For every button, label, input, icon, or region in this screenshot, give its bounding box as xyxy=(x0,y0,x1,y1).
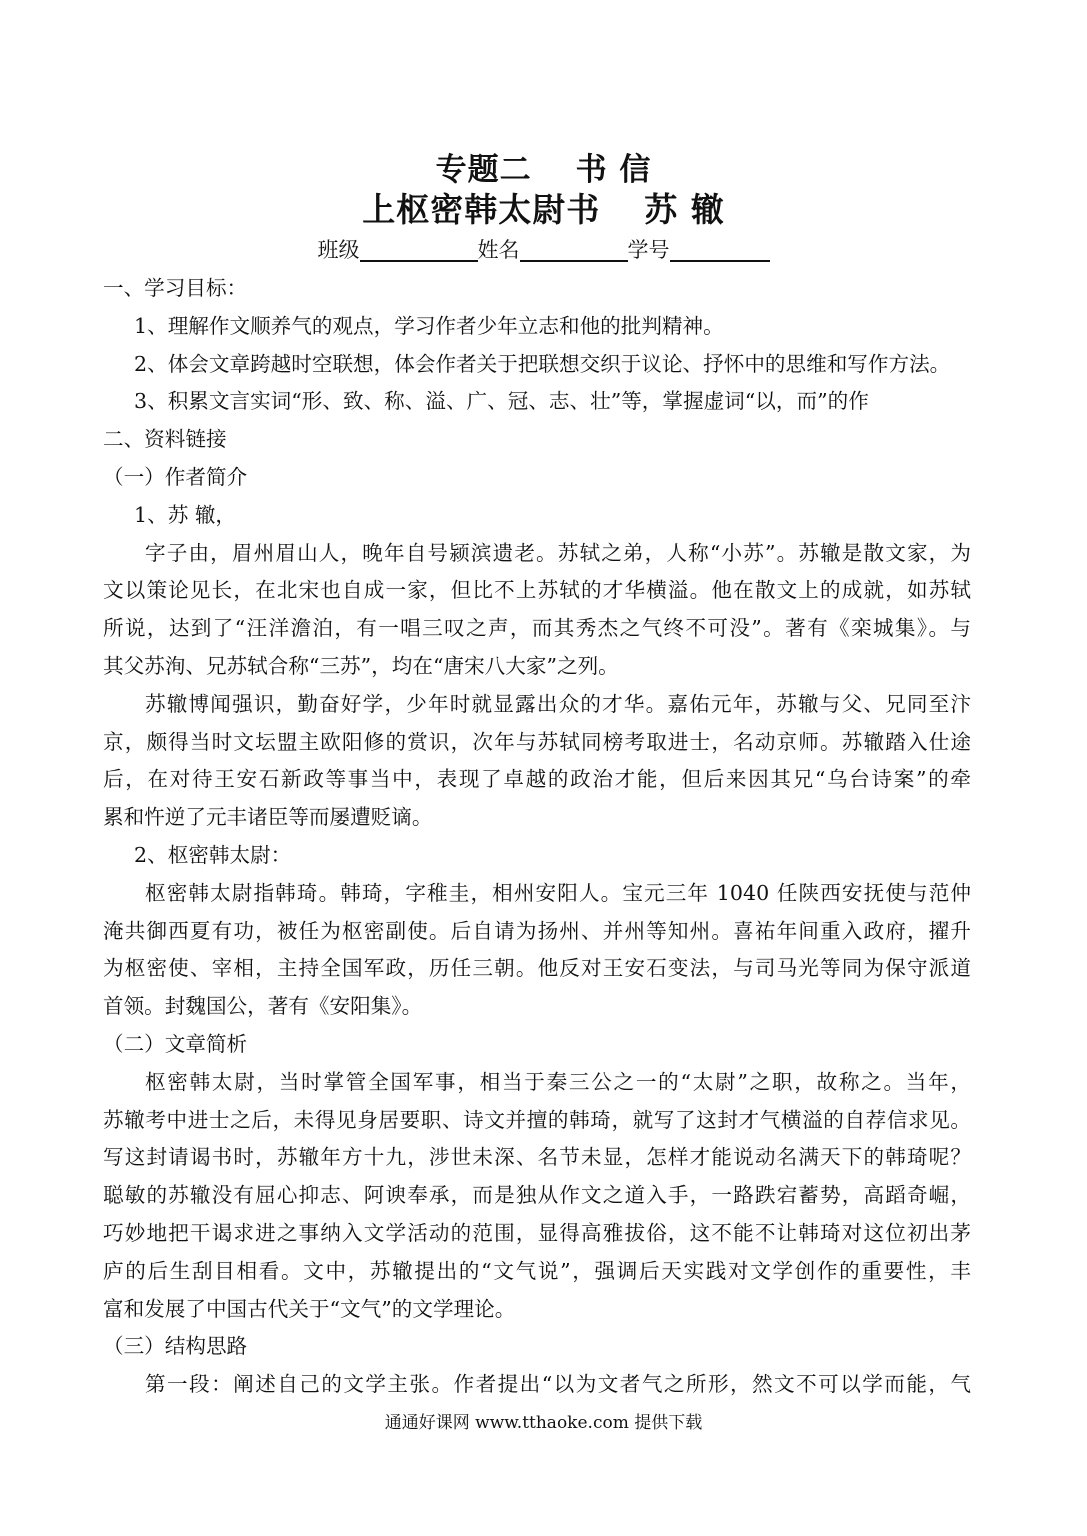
paragraph-line: 苏辙考中进士之后，未得见身居要职、诗文并擅的韩琦，就写了这封才气横溢的自荐信求见。 xyxy=(103,1107,971,1132)
name-label: 姓名 xyxy=(477,238,520,262)
paragraph-line: 所说，达到了“汪洋澹泊，有一唱三叹之声，而其秀杰之气终不可没”。著有《栾城集》。与 xyxy=(103,616,971,641)
goal-item: 1、理解作文顺养气的观点，学习作者少年立志和他的批判精神。 xyxy=(134,313,724,338)
analysis-heading: （二）文章简析 xyxy=(103,1031,248,1056)
page-title xyxy=(0,184,1087,231)
structure-heading: （三）结构思路 xyxy=(103,1334,248,1359)
goal-item: 2、体会文章跨越时空联想，体会作者关于把联想交织于议论、抒怀中的思维和写作方法。 xyxy=(134,351,951,376)
footer-source: 通通好课网 www.tthaoke.com 提供下载 xyxy=(384,1413,703,1433)
paragraph-line: 为枢密使、宰相，主持全国军政，历任三朝。他反对王安石变法，与司马光等同为保守派道 xyxy=(103,956,971,981)
han-item-heading: 2、枢密韩太尉： xyxy=(134,842,292,867)
paragraph-line: 首领。封魏国公，著有《安阳集》。 xyxy=(103,994,423,1019)
paragraph-line: 京，颇得当时文坛盟主欧阳修的赏识，次年与苏轼同榜考取进士，名动京师。苏辙踏入仕途 xyxy=(103,729,971,754)
paragraph-line: 枢密韩太尉指韩琦。韩琦，字稚圭，相州安阳人。宝元三年 1040 任陕西安抚使与范仲 xyxy=(145,880,971,905)
goal-item: 3、积累文言实词“形、致、称、溢、广、冠、志、壮”等，掌握虚词“以，而”的作 xyxy=(134,389,869,414)
title-text: 上枢密韩太尉书 xyxy=(362,190,601,229)
paragraph-line: 巧妙地把干谒求进之事纳入文学活动的范围，显得高雅拔俗，这不能不让韩琦对这位初出茅 xyxy=(103,1220,971,1245)
author-name: 苏 辙 xyxy=(644,190,725,229)
paragraph-line: 累和忤逆了元丰诸臣等而屡遭贬谪。 xyxy=(103,805,433,830)
author-intro-heading: （一）作者简介 xyxy=(103,464,248,489)
id-blank[interactable] xyxy=(670,238,770,262)
document-body xyxy=(103,270,971,1404)
paragraph-line: 第一段：阐述自己的文学主张。作者提出“以为文者气之所形，然文不可以学而能，气 xyxy=(145,1372,971,1397)
paragraph-line: 文以策论见长，在北宋也自成一家，但比不上苏轼的才华横溢。他在散文上的成就，如苏轼 xyxy=(103,578,971,603)
paragraph-line: 后，在对待王安石新政等事当中，表现了卓越的政治才能，但后来因其兄“乌台诗案”的牵 xyxy=(103,767,971,792)
paragraph-line: 苏辙博闻强识，勤奋好学，少年时就显露出众的才华。嘉佑元年，苏辙与父、兄同至汴 xyxy=(145,691,971,716)
paragraph-line: 聪敏的苏辙没有屈心抑志、阿谀奉承，而是独从作文之道入手，一路跌宕蓄势，高蹈奇崛， xyxy=(103,1183,971,1208)
author-item-heading: 1、苏 辙， xyxy=(134,502,237,527)
class-label: 班级 xyxy=(317,238,360,262)
id-label: 学号 xyxy=(627,238,670,262)
paragraph-line: 字子由，眉州眉山人，晚年自号颍滨遗老。苏轼之弟，人称“小苏”。苏辙是散文家，为 xyxy=(145,540,971,565)
paragraph-line: 淹共御西夏有功，被任为枢密副使。后自请为扬州、并州等知州。喜祐年间重入政府，擢升 xyxy=(103,918,971,943)
section2-heading: 二、资料链接 xyxy=(103,427,227,452)
paragraph-line: 庐的后生刮目相看。文中，苏辙提出的“文气说”，强调后天实践对文学创作的重要性，丰 xyxy=(103,1258,971,1283)
student-info-row xyxy=(0,234,1087,264)
topic-heading xyxy=(0,144,1087,189)
paragraph-line: 写这封请谒书时，苏辙年方十九，涉世未深、名节未显，怎样才能说动名满天下的韩琦呢？ xyxy=(103,1145,971,1170)
paragraph-line: 富和发展了中国古代关于“文气”的文学理论。 xyxy=(103,1296,516,1321)
topic-sub-label: 书 信 xyxy=(575,152,652,188)
paragraph-line: 其父苏洵、兄苏轼合称“三苏”，均在“唐宋八大家”之列。 xyxy=(103,653,619,678)
class-blank[interactable] xyxy=(360,238,478,262)
section1-heading: 一、学习目标： xyxy=(103,276,248,300)
topic-label: 专题二 xyxy=(435,152,532,188)
name-blank[interactable] xyxy=(520,238,628,262)
paragraph-line: 枢密韩太尉，当时掌管全国军事，相当于秦三公之一的“太尉”之职，故称之。当年， xyxy=(145,1069,971,1094)
